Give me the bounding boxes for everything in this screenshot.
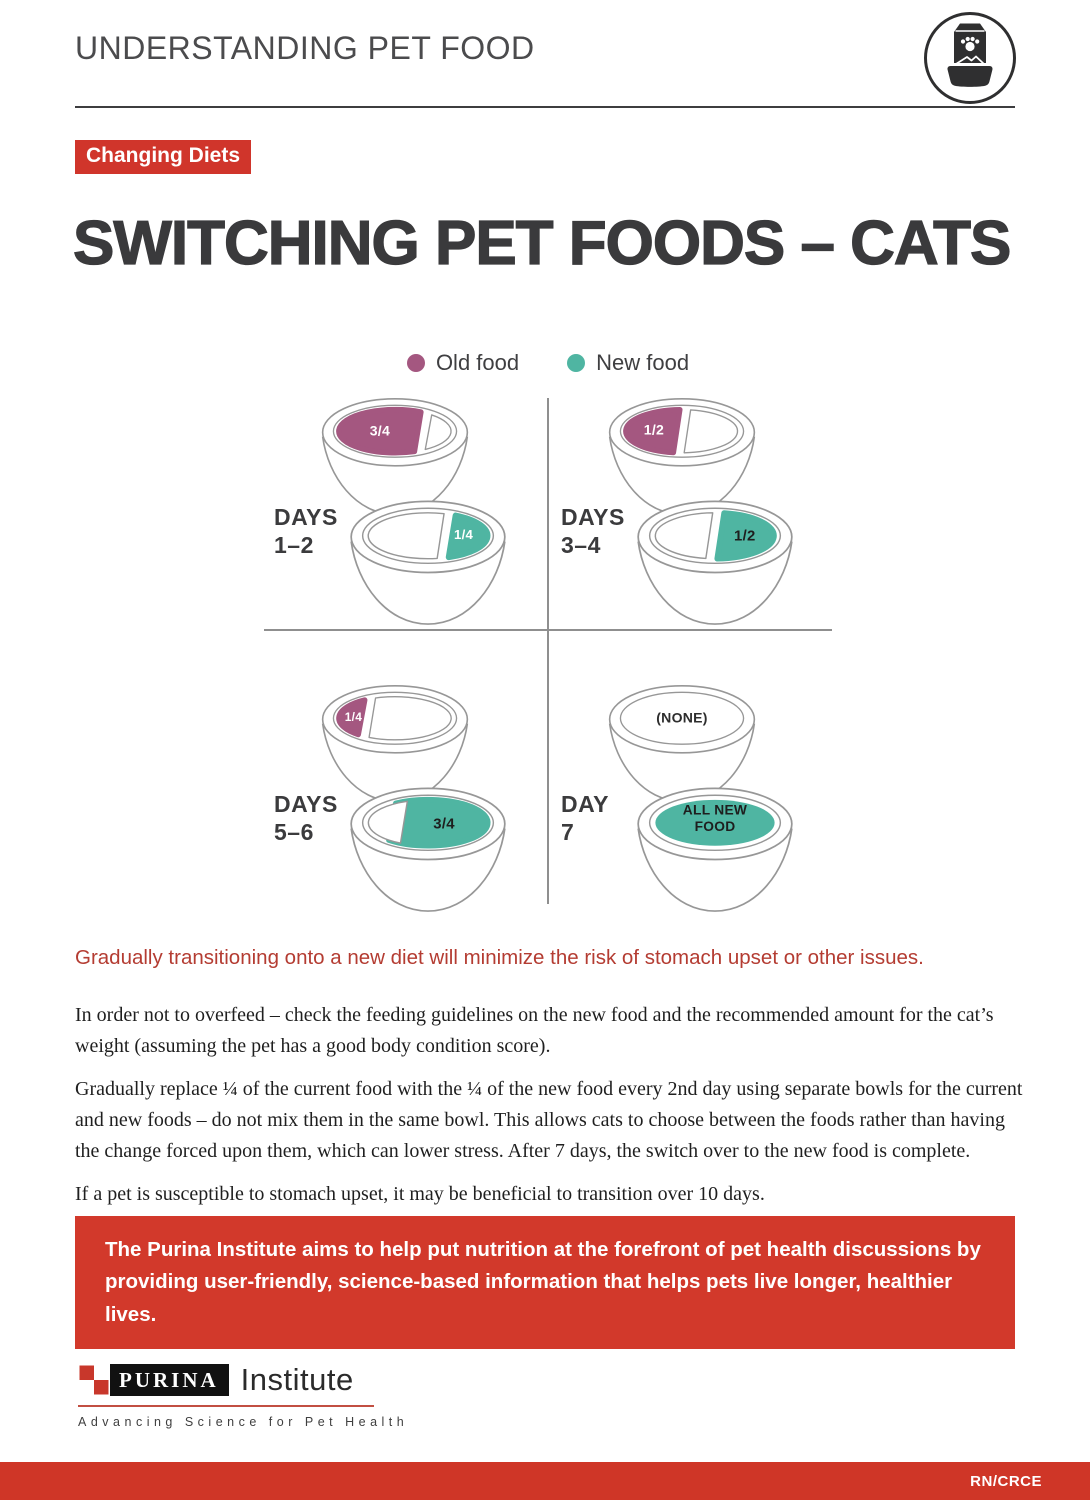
footer-code: RN/CRCE (970, 1472, 1042, 1490)
paragraph-2: Gradually replace ¼ of the current food with the ¼ of the new food every 2nd day using separate bowls for the current and new foods – do not mix them in the same bowl. This allows cats to choose between the foods rather than having the change forced upon them, which can lower stress. After 7 days, the switch over to the new food is complete. (75, 1078, 1023, 1162)
page-title: SWITCHING PET FOODS – CATS (73, 209, 1011, 278)
purina-wordmark (78, 1364, 229, 1396)
paragraph-1: In order not to overfeed – check the feeding guidelines on the new food and the recommended amount for the cat’s weight (assuming the pet has a good body condition score). (75, 1004, 994, 1057)
purina-checkerboard-icon (78, 1364, 110, 1396)
svg-text:3/4: 3/4 (369, 422, 391, 439)
quadrant-day-1–2 (258, 342, 545, 629)
callout-line-1: The Purina Institute aims to help put nutrition at the forefront of pet health discussions by (105, 1238, 981, 1261)
lead-sentence: Gradually transitioning onto a new diet will minimize the risk of stomach upset or other issues. (75, 946, 924, 969)
quadrant-day-7 (545, 629, 832, 916)
svg-text:1/2: 1/2 (734, 528, 756, 545)
section-badge: Changing Diets (75, 140, 251, 174)
day-label: DAYS 3–4 (561, 504, 625, 558)
svg-text:(NONE): (NONE) (656, 709, 708, 726)
svg-text:1/2: 1/2 (643, 421, 665, 438)
page-header-title: UNDERSTANDING PET FOOD (75, 30, 535, 66)
quadrant-day-3–4 (545, 342, 832, 629)
svg-text:1/4: 1/4 (344, 709, 363, 724)
svg-text:3/4: 3/4 (433, 816, 455, 833)
callout-line-2: providing user-friendly, science-based information that helps pets live longer, healthier lives. (105, 1270, 953, 1326)
logo-tagline: Advancing Science for Pet Health (78, 1415, 409, 1429)
purina-institute-logo (78, 1362, 408, 1429)
purina-brand-text: PURINA (119, 1367, 219, 1392)
new-food-bowl (629, 492, 801, 635)
svg-text:FOOD: FOOD (694, 818, 736, 834)
day-label: DAY 7 (561, 791, 609, 845)
svg-text:ALL NEW: ALL NEW (682, 802, 748, 818)
quadrant-day-5–6 (258, 629, 545, 916)
svg-text:1/4: 1/4 (453, 527, 474, 543)
day-label: DAYS 5–6 (274, 791, 338, 845)
institute-text: Institute (240, 1362, 354, 1397)
logo-red-rule (78, 1405, 374, 1407)
day-label: DAYS 1–2 (274, 504, 338, 558)
header-divider (75, 106, 1015, 108)
new-food-bowl (342, 779, 514, 922)
transition-diagram (258, 342, 838, 908)
legend-label-new: New food (596, 350, 690, 375)
purina-institute-callout (75, 1216, 1015, 1349)
paragraph-3: If a pet is susceptible to stomach upset, it may be beneficial to transition over 10 days. (75, 1183, 765, 1205)
pet-food-bag-bowl-icon (922, 10, 1018, 111)
new-food-bowl (342, 492, 514, 635)
footer-bar (0, 1462, 1090, 1500)
new-food-bowl (629, 779, 801, 922)
legend-label-old: Old food (435, 350, 520, 375)
body-copy (75, 1000, 1027, 1222)
